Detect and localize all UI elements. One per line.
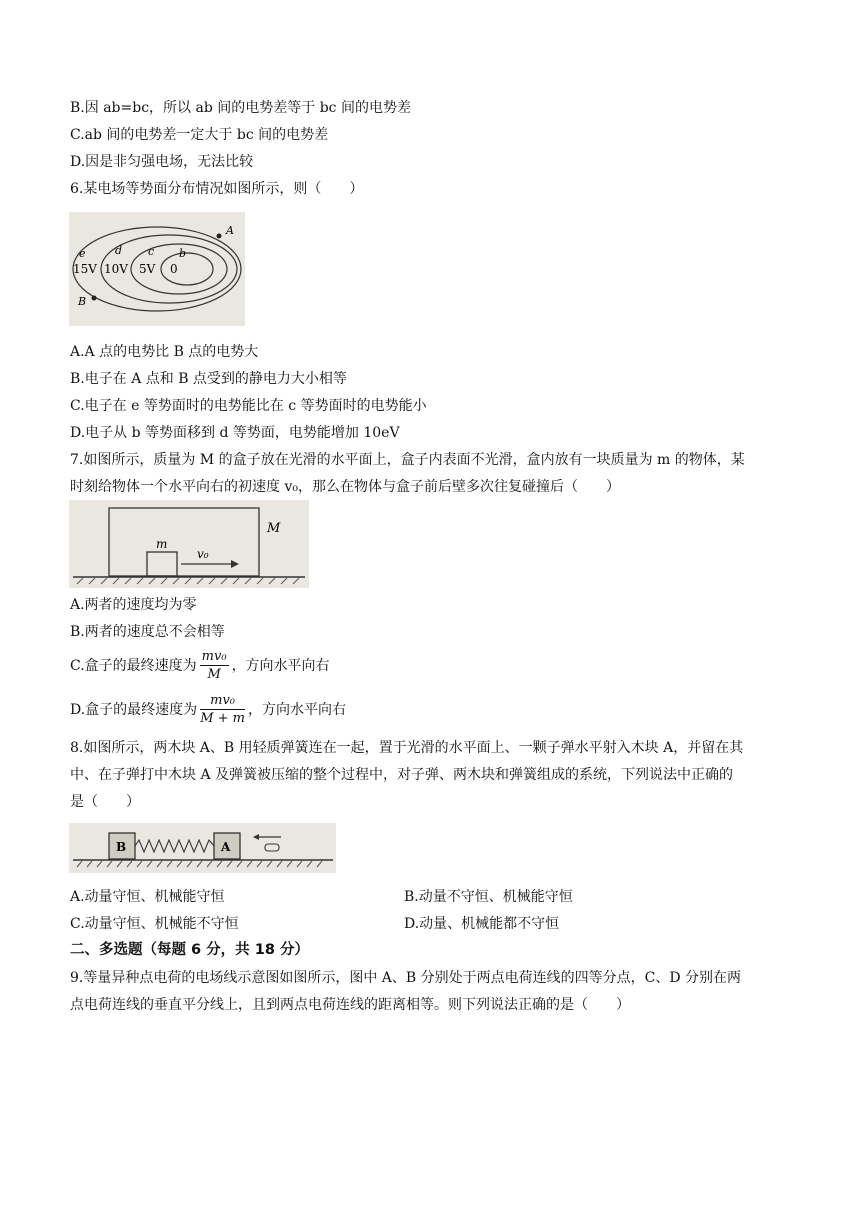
box-diagram: [69, 500, 309, 588]
bullet-arrowhead: [253, 834, 259, 840]
q7-option-c-suffix: ，方向水平向右: [231, 658, 330, 674]
q6-equipotential-figure: [69, 212, 245, 326]
block-label: m: [156, 537, 168, 551]
q8-option-d: D.动量、机械能都不守恒: [404, 916, 560, 932]
q8-option-a: A.动量守恒、机械能守恒: [70, 889, 225, 905]
spring: [135, 840, 214, 852]
q8-option-c: C.动量守恒、机械能不守恒: [70, 916, 239, 932]
q9-stem-line1: 9.等量异种点电荷的电场线示意图如图所示，图中 A、B 分别处于两点电荷连线的四等分点，C、D 分别在两: [70, 970, 742, 986]
q7-option-a: A.两者的速度均为零: [70, 597, 197, 613]
label-e: e: [79, 247, 86, 260]
label-c: c: [148, 245, 155, 258]
block-a-label: A: [221, 840, 231, 854]
velocity-label: v₀: [197, 547, 209, 561]
q7-option-b: B.两者的速度总不会相等: [70, 624, 225, 640]
q6-option-b: B.电子在 A 点和 B 点受到的静电力大小相等: [70, 371, 347, 387]
q7-option-d: [70, 692, 346, 728]
q9-stem-line2: 点电荷连线的垂直平分线上，且到两点电荷连线的距离相等。则下列说法正确的是（ ）: [70, 997, 630, 1013]
spring-diagram: [69, 823, 336, 873]
label-d: d: [115, 244, 123, 257]
equipotential-diagram: [69, 212, 245, 326]
small-block: [147, 552, 177, 576]
ground-hatching: [77, 861, 322, 867]
value-5v: 5V: [139, 262, 156, 276]
q7-stem-line2: 时刻给物体一个水平向右的初速度 v₀，那么在物体与盒子前后壁多次往复碰撞后（ ）: [70, 479, 620, 495]
fraction-numerator: mv₀: [201, 649, 227, 664]
q8-option-b: B.动量不守恒、机械能守恒: [404, 889, 573, 905]
fraction-denominator: M: [207, 667, 221, 682]
ground-hatching: [77, 578, 299, 584]
label-b: B: [78, 295, 87, 308]
q7-box-figure: [69, 500, 309, 588]
q8-stem-line1: 8.如图所示，两木块 A、B 用轻质弹簧连在一起，置于光滑的水平面上、一颗子弹水平射入木块 A，并留在其: [70, 740, 744, 756]
q6-stem: 6.某电场等势面分布情况如图所示，则（ ）: [70, 181, 364, 197]
q7-option-d-prefix: D.盒子的最终速度为: [70, 702, 198, 718]
q5-option-d: D.因是非匀强电场，无法比较: [70, 154, 254, 170]
q8-spring-figure: [69, 823, 336, 873]
q7-option-c-prefix: C.盒子的最终速度为: [70, 658, 197, 674]
fraction-numerator: mv₀: [200, 693, 245, 710]
value-0: 0: [170, 262, 178, 276]
point-a: [217, 234, 222, 239]
q7-option-c-fraction: [200, 649, 229, 683]
equipotential-e: [73, 227, 241, 311]
value-10v: 10V: [104, 262, 128, 276]
fraction-denominator: M + m: [200, 711, 245, 726]
bullet: [265, 844, 279, 851]
q7-stem-line1: 7.如图所示，质量为 M 的盒子放在光滑的水平面上，盒子内表面不光滑，盒内放有一块质量为 m 的物体，某: [70, 452, 745, 468]
label-a: A: [226, 224, 234, 237]
q8-stem-line3: 是（ ）: [70, 794, 140, 810]
q5-option-c: C.ab 间的电势差一定大于 bc 间的电势差: [70, 127, 329, 143]
section-heading-multiple-choice: 二、多选题（每题 6 分，共 18 分）: [70, 942, 309, 958]
equipotential-b: [161, 253, 213, 285]
box-outline: [109, 508, 259, 576]
q6-option-d: D.电子从 b 等势面移到 d 等势面，电势能增加 10eV: [70, 425, 400, 441]
q6-option-a: A.A 点的电势比 B 点的电势大: [70, 344, 259, 360]
velocity-arrowhead: [231, 560, 239, 568]
q7-option-d-fraction: [200, 693, 245, 727]
q6-option-c: C.电子在 e 等势面时的电势能比在 c 等势面时的电势能小: [70, 398, 427, 414]
q8-stem-line2: 中、在子弹打中木块 A 及弹簧被压缩的整个过程中，对子弹、两木块和弹簧组成的系统，下列说法中正确的: [70, 767, 734, 783]
label-b-surface: b: [179, 247, 187, 260]
box-label: M: [267, 521, 281, 536]
block-b-label: B: [116, 840, 127, 854]
point-b: [92, 296, 97, 301]
value-15v: 15V: [73, 262, 97, 276]
q7-option-c: [70, 648, 330, 684]
q7-option-d-suffix: ，方向水平向右: [247, 702, 346, 718]
q5-option-b: B.因 ab=bc，所以 ab 间的电势差等于 bc 间的电势差: [70, 100, 411, 116]
